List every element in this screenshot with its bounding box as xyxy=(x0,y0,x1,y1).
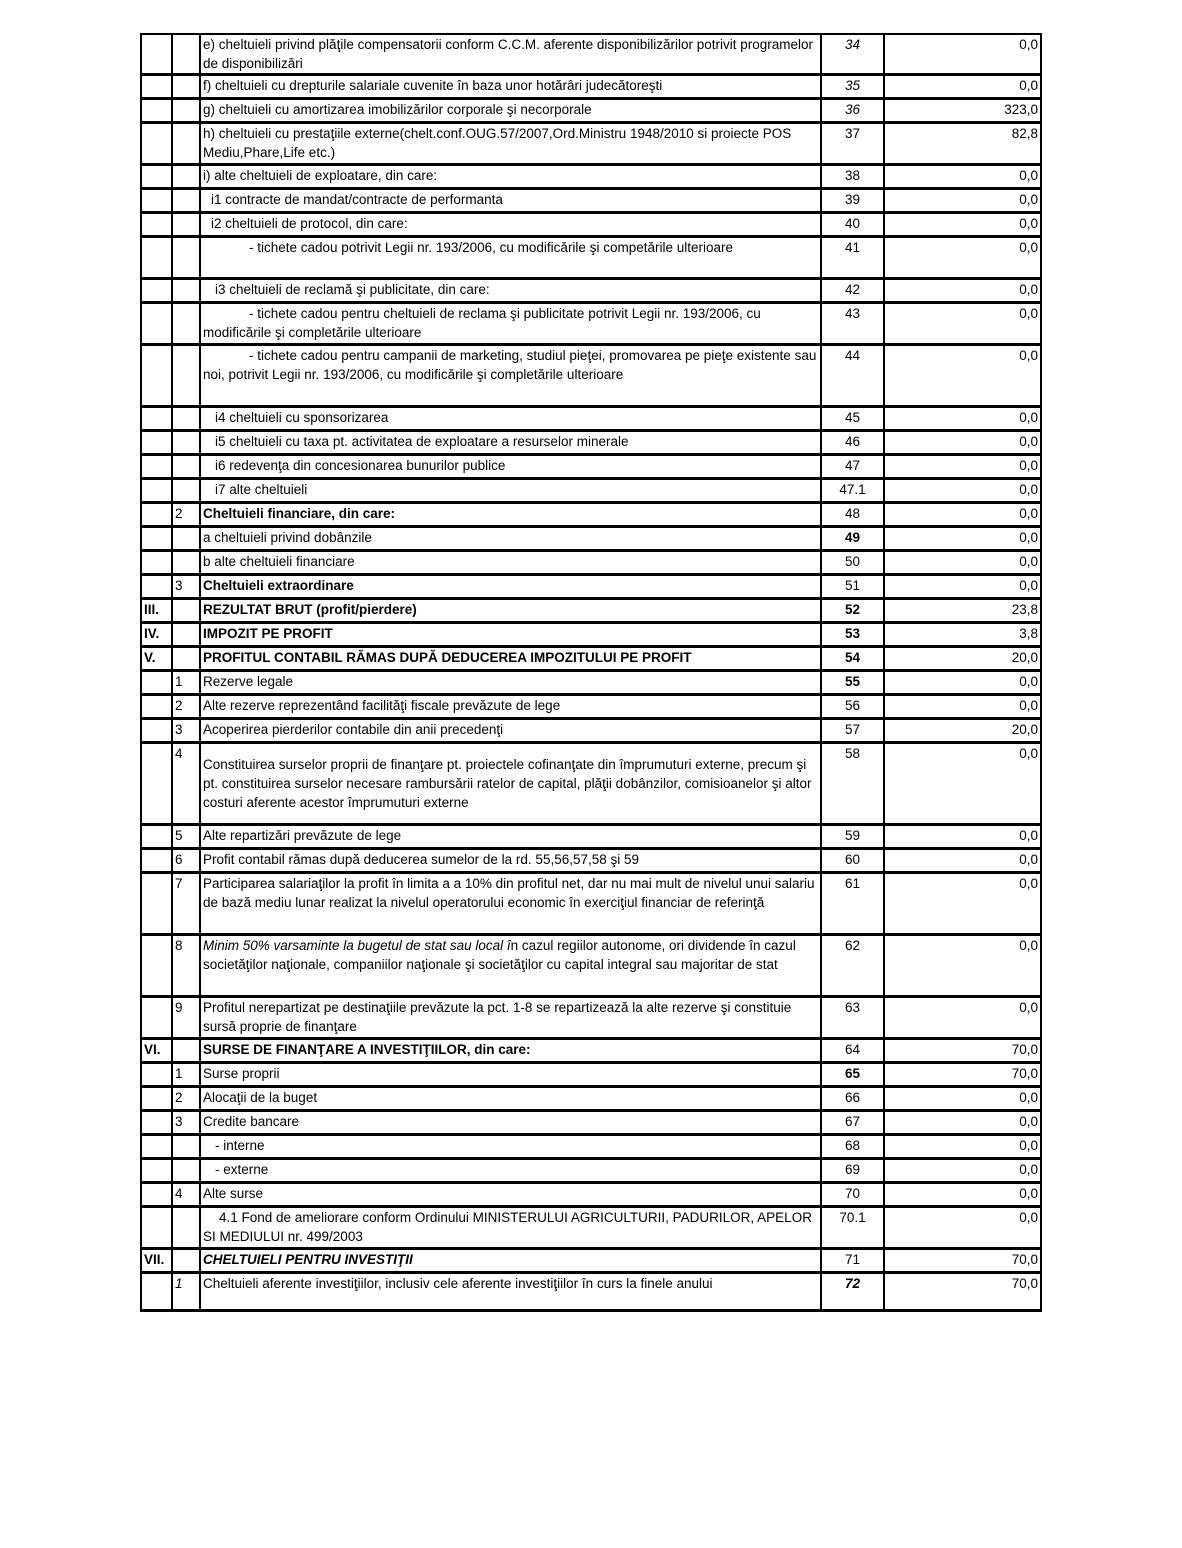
description-text: Cheltuieli extraordinare xyxy=(203,578,354,593)
section-number-cell: V. xyxy=(141,647,172,671)
section-number-cell xyxy=(141,873,172,935)
table-row xyxy=(141,1159,1041,1183)
table-row xyxy=(141,99,1041,123)
row-code-cell: 40 xyxy=(821,213,884,237)
value-cell: 0,0 xyxy=(884,165,1041,189)
section-number-cell xyxy=(141,431,172,455)
description-cell xyxy=(200,575,821,599)
table-row xyxy=(141,1135,1041,1159)
section-number-cell xyxy=(141,743,172,825)
row-code-cell: 35 xyxy=(821,75,884,99)
description-cell xyxy=(200,34,821,75)
table-row xyxy=(141,743,1041,825)
subsection-number-cell: 4 xyxy=(172,1183,200,1207)
section-number-cell xyxy=(141,213,172,237)
subsection-number-cell: 8 xyxy=(172,935,200,997)
table-row xyxy=(141,695,1041,719)
value-cell: 323,0 xyxy=(884,99,1041,123)
description-text: , din care: xyxy=(466,1042,531,1057)
value-cell: 0,0 xyxy=(884,1207,1041,1249)
description-cell xyxy=(200,1159,821,1183)
subsection-number-cell: 9 xyxy=(172,997,200,1039)
subsection-number-cell xyxy=(172,647,200,671)
row-code-cell: 38 xyxy=(821,165,884,189)
row-code-cell: 63 xyxy=(821,997,884,1039)
row-code-cell: 54 xyxy=(821,647,884,671)
description-cell xyxy=(200,551,821,575)
table-row xyxy=(141,279,1041,303)
description-text: Alte repartizări prevăzute de lege xyxy=(203,828,402,843)
row-code-cell: 43 xyxy=(821,303,884,345)
section-number-cell xyxy=(141,479,172,503)
row-code-cell: 55 xyxy=(821,671,884,695)
description-cell xyxy=(200,455,821,479)
description-text: Rezerve legale xyxy=(203,674,294,689)
description-text: - interne xyxy=(215,1138,265,1153)
subsection-number-cell xyxy=(172,1159,200,1183)
section-number-cell: VI. xyxy=(141,1039,172,1063)
description-bold-part: SURSE DE FINANŢARE A INVESTIŢIILOR xyxy=(203,1042,467,1057)
value-cell: 0,0 xyxy=(884,431,1041,455)
subsection-number-cell: 2 xyxy=(172,1087,200,1111)
section-number-cell xyxy=(141,34,172,75)
description-text: IMPOZIT PE PROFIT xyxy=(203,626,333,641)
table-row xyxy=(141,647,1041,671)
description-cell xyxy=(200,695,821,719)
subsection-number-cell xyxy=(172,599,200,623)
description-cell xyxy=(200,719,821,743)
subsection-number-cell xyxy=(172,123,200,165)
value-cell: 0,0 xyxy=(884,1135,1041,1159)
value-cell: 82,8 xyxy=(884,123,1041,165)
subsection-number-cell: 6 xyxy=(172,849,200,873)
description-cell xyxy=(200,1087,821,1111)
section-number-cell: III. xyxy=(141,599,172,623)
table-row xyxy=(141,1087,1041,1111)
row-code-cell: 51 xyxy=(821,575,884,599)
subsection-number-cell xyxy=(172,279,200,303)
table-row xyxy=(141,237,1041,279)
value-cell: 23,8 xyxy=(884,599,1041,623)
value-cell: 0,0 xyxy=(884,997,1041,1039)
table-row xyxy=(141,303,1041,345)
subsection-number-cell xyxy=(172,551,200,575)
section-number-cell xyxy=(141,1063,172,1087)
section-number-cell xyxy=(141,849,172,873)
subsection-number-cell: 3 xyxy=(172,1111,200,1135)
value-cell: 0,0 xyxy=(884,1159,1041,1183)
description-cell xyxy=(200,527,821,551)
description-cell xyxy=(200,479,821,503)
table-row xyxy=(141,503,1041,527)
description-cell xyxy=(200,303,821,345)
description-text: i) alte cheltuieli de exploatare, din care: xyxy=(203,168,438,183)
description-cell xyxy=(200,279,821,303)
table-row xyxy=(141,75,1041,99)
description-text: 4.1 Fond de ameliorare conform Ordinului MINISTERULUI AGRICULTURII, PADURILOR, APELOR SI MEDIULUI nr. 499/2003 xyxy=(203,1210,812,1244)
description-cell xyxy=(200,849,821,873)
row-code-cell: 56 xyxy=(821,695,884,719)
value-cell: 0,0 xyxy=(884,407,1041,431)
row-code-cell: 48 xyxy=(821,503,884,527)
description-cell xyxy=(200,997,821,1039)
subsection-number-cell: 3 xyxy=(172,719,200,743)
table-row xyxy=(141,575,1041,599)
table-row xyxy=(141,213,1041,237)
section-number-cell xyxy=(141,695,172,719)
description-text: - tichete cadou pentru campanii de marketing, studiul pieţei, promovarea pe pieţe existente sau noi, potrivit Legii nr. 193/2006, cu modificările şi completările ulterioare xyxy=(203,348,817,382)
subsection-number-cell xyxy=(172,1135,200,1159)
description-text: Constituirea surselor proprii de finanţare pt. proiectele cofinanţate din împrumuturi externe, precum şi pt. constituirea surselor necesare rambursării ratelor de capital, plăţii dobânzilor, comisioanelor şi altor costuri aferente acestor împrumuturi externe xyxy=(203,757,812,810)
description-text: i6 redevenţa din concesionarea bunurilor publice xyxy=(215,458,506,473)
value-cell: 0,0 xyxy=(884,873,1041,935)
row-code-cell: 68 xyxy=(821,1135,884,1159)
row-code-cell: 45 xyxy=(821,407,884,431)
row-code-cell: 34 xyxy=(821,34,884,75)
section-number-cell xyxy=(141,345,172,407)
row-code-cell: 58 xyxy=(821,743,884,825)
value-cell: 0,0 xyxy=(884,551,1041,575)
table-row xyxy=(141,719,1041,743)
section-number-cell xyxy=(141,825,172,849)
subsection-number-cell xyxy=(172,455,200,479)
value-cell: 0,0 xyxy=(884,671,1041,695)
description-cell xyxy=(200,1039,821,1063)
section-number-cell xyxy=(141,1111,172,1135)
section-number-cell xyxy=(141,1087,172,1111)
description-text: Alocaţii de la buget xyxy=(203,1090,318,1105)
description-text: Alte surse xyxy=(203,1186,264,1201)
description-cell xyxy=(200,99,821,123)
description-cell xyxy=(200,1111,821,1135)
row-code-cell: 44 xyxy=(821,345,884,407)
value-cell: 0,0 xyxy=(884,189,1041,213)
value-cell: 70,0 xyxy=(884,1039,1041,1063)
row-code-cell: 52 xyxy=(821,599,884,623)
value-cell: 0,0 xyxy=(884,1183,1041,1207)
description-cell xyxy=(200,935,821,997)
row-code-cell: 46 xyxy=(821,431,884,455)
table-row xyxy=(141,455,1041,479)
value-cell: 0,0 xyxy=(884,34,1041,75)
section-number-cell xyxy=(141,997,172,1039)
description-text: i4 cheltuieli cu sponsorizarea xyxy=(215,410,389,425)
row-code-cell: 72 xyxy=(821,1273,884,1311)
section-number-cell xyxy=(141,99,172,123)
table-row xyxy=(141,189,1041,213)
subsection-number-cell: 2 xyxy=(172,503,200,527)
section-number-cell xyxy=(141,165,172,189)
row-code-cell: 70.1 xyxy=(821,1207,884,1249)
description-cell xyxy=(200,1063,821,1087)
row-code-cell: 69 xyxy=(821,1159,884,1183)
table-row xyxy=(141,165,1041,189)
row-code-cell: 50 xyxy=(821,551,884,575)
description-cell xyxy=(200,1183,821,1207)
description-text: Cheltuieli financiare, din care: xyxy=(203,506,396,521)
subsection-number-cell xyxy=(172,623,200,647)
description-text: e) cheltuieli privind plăţile compensatorii conform C.C.M. aferente disponibilizărilor potrivit programelor de disponibilizări xyxy=(203,37,814,71)
description-text: a cheltuieli privind dobânzile xyxy=(203,530,372,545)
subsection-number-cell xyxy=(172,1207,200,1249)
value-cell: 20,0 xyxy=(884,647,1041,671)
subsection-number-cell xyxy=(172,99,200,123)
description-text: Profit contabil rămas după deducerea sumelor de la rd. 55,56,57,58 şi 59 xyxy=(203,852,640,867)
row-code-cell: 59 xyxy=(821,825,884,849)
description-cell xyxy=(200,1249,821,1273)
financial-table xyxy=(140,33,1042,1312)
section-number-cell xyxy=(141,935,172,997)
value-cell: 0,0 xyxy=(884,527,1041,551)
table-row xyxy=(141,997,1041,1039)
row-code-cell: 64 xyxy=(821,1039,884,1063)
section-number-cell xyxy=(141,1135,172,1159)
description-text: - tichete cadou pentru cheltuieli de reclama şi publicitate potrivit Legii nr. 193/2006, cu modificările şi completările ulterioare xyxy=(203,306,761,340)
description-cell xyxy=(200,213,821,237)
table-row xyxy=(141,1249,1041,1273)
section-number-cell: VII. xyxy=(141,1249,172,1273)
subsection-number-cell xyxy=(172,75,200,99)
row-code-cell: 70 xyxy=(821,1183,884,1207)
value-cell: 0,0 xyxy=(884,75,1041,99)
description-text: Profitul nerepartizat pe destinaţiile prevăzute la pct. 1-8 se repartizează la alte rezerve şi constituie sursă proprie de finanţare xyxy=(203,1000,792,1034)
section-number-cell xyxy=(141,1207,172,1249)
table-row xyxy=(141,825,1041,849)
table-row xyxy=(141,123,1041,165)
description-cell xyxy=(200,407,821,431)
subsection-number-cell xyxy=(172,34,200,75)
value-cell: 0,0 xyxy=(884,213,1041,237)
section-number-cell xyxy=(141,189,172,213)
table-row xyxy=(141,849,1041,873)
subsection-number-cell xyxy=(172,407,200,431)
row-code-cell: 61 xyxy=(821,873,884,935)
subsection-number-cell xyxy=(172,237,200,279)
value-cell: 0,0 xyxy=(884,1111,1041,1135)
description-text: n cazul regiilor autonome, ori dividende în cazul societăţilor naţionale, companiilor naţionale şi societăţilor cu capital integral sau majoritar de stat xyxy=(203,938,796,972)
row-code-cell: 37 xyxy=(821,123,884,165)
section-number-cell xyxy=(141,551,172,575)
subsection-number-cell: 4 xyxy=(172,743,200,825)
description-text: Acoperirea pierderilor contabile din anii precedenţi xyxy=(203,722,504,737)
value-cell: 3,8 xyxy=(884,623,1041,647)
description-cell xyxy=(200,123,821,165)
description-cell xyxy=(200,1273,821,1311)
table-row xyxy=(141,34,1041,75)
section-number-cell xyxy=(141,719,172,743)
value-cell: 0,0 xyxy=(884,279,1041,303)
subsection-number-cell xyxy=(172,479,200,503)
description-text: - tichete cadou potrivit Legii nr. 193/2006, cu modificările şi competările ulterioare xyxy=(249,240,734,255)
subsection-number-cell xyxy=(172,213,200,237)
description-cell xyxy=(200,873,821,935)
subsection-number-cell xyxy=(172,527,200,551)
table-row xyxy=(141,599,1041,623)
value-cell: 0,0 xyxy=(884,479,1041,503)
subsection-number-cell xyxy=(172,189,200,213)
row-code-cell: 66 xyxy=(821,1087,884,1111)
description-cell xyxy=(200,623,821,647)
description-cell xyxy=(200,503,821,527)
description-cell xyxy=(200,599,821,623)
section-number-cell xyxy=(141,1159,172,1183)
section-number-cell xyxy=(141,407,172,431)
row-code-cell: 47 xyxy=(821,455,884,479)
table-row xyxy=(141,551,1041,575)
table-row xyxy=(141,407,1041,431)
row-code-cell: 42 xyxy=(821,279,884,303)
description-text: CHELTUIELI PENTRU INVESTIŢII xyxy=(203,1252,413,1267)
description-text: REZULTAT BRUT (profit/pierdere) xyxy=(203,602,417,617)
description-cell xyxy=(200,189,821,213)
subsection-number-cell xyxy=(172,1249,200,1273)
subsection-number-cell: 7 xyxy=(172,873,200,935)
value-cell: 70,0 xyxy=(884,1063,1041,1087)
description-text: i7 alte cheltuieli xyxy=(215,482,308,497)
section-number-cell xyxy=(141,1273,172,1311)
row-code-cell: 67 xyxy=(821,1111,884,1135)
table-row xyxy=(141,1207,1041,1249)
description-cell xyxy=(200,1135,821,1159)
description-text: b alte cheltuieli financiare xyxy=(203,554,355,569)
section-number-cell xyxy=(141,75,172,99)
row-code-cell: 36 xyxy=(821,99,884,123)
section-number-cell xyxy=(141,123,172,165)
table-row xyxy=(141,623,1041,647)
row-code-cell: 47.1 xyxy=(821,479,884,503)
table-row xyxy=(141,671,1041,695)
row-code-cell: 39 xyxy=(821,189,884,213)
value-cell: 0,0 xyxy=(884,575,1041,599)
value-cell: 70,0 xyxy=(884,1273,1041,1311)
subsection-number-cell xyxy=(172,165,200,189)
subsection-number-cell: 3 xyxy=(172,575,200,599)
description-cell xyxy=(200,825,821,849)
table-row xyxy=(141,935,1041,997)
value-cell: 0,0 xyxy=(884,345,1041,407)
row-code-cell: 49 xyxy=(821,527,884,551)
subsection-number-cell xyxy=(172,303,200,345)
section-number-cell xyxy=(141,1183,172,1207)
table-row xyxy=(141,873,1041,935)
row-code-cell: 65 xyxy=(821,1063,884,1087)
table-row xyxy=(141,1039,1041,1063)
row-code-cell: 57 xyxy=(821,719,884,743)
section-number-cell xyxy=(141,279,172,303)
description-text: Cheltuieli aferente investiţiilor, inclusiv cele aferente investiţiilor în curs la finele anului xyxy=(203,1276,713,1291)
description-text: i1 contracte de mandat/contracte de performanta xyxy=(211,192,503,207)
value-cell: 0,0 xyxy=(884,849,1041,873)
description-cell xyxy=(200,647,821,671)
description-text: i2 cheltuieli de protocol, din care: xyxy=(211,216,408,231)
description-text: Credite bancare xyxy=(203,1114,300,1129)
value-cell: 0,0 xyxy=(884,825,1041,849)
value-cell: 0,0 xyxy=(884,455,1041,479)
description-cell xyxy=(200,75,821,99)
value-cell: 0,0 xyxy=(884,935,1041,997)
table-row xyxy=(141,527,1041,551)
table-row xyxy=(141,479,1041,503)
subsection-number-cell: 1 xyxy=(172,671,200,695)
section-number-cell xyxy=(141,455,172,479)
row-code-cell: 62 xyxy=(821,935,884,997)
row-code-cell: 53 xyxy=(821,623,884,647)
description-cell xyxy=(200,671,821,695)
value-cell: 20,0 xyxy=(884,719,1041,743)
subsection-number-cell xyxy=(172,345,200,407)
description-italic-part: Minim 50% varsaminte la bugetul de stat sau local î xyxy=(203,938,511,953)
description-text: Surse proprii xyxy=(203,1066,280,1081)
table-row xyxy=(141,1063,1041,1087)
value-cell: 70,0 xyxy=(884,1249,1041,1273)
subsection-number-cell: 1 xyxy=(172,1063,200,1087)
value-cell: 0,0 xyxy=(884,237,1041,279)
description-cell xyxy=(200,431,821,455)
row-code-cell: 60 xyxy=(821,849,884,873)
subsection-number-cell xyxy=(172,431,200,455)
section-number-cell xyxy=(141,671,172,695)
description-text: i3 cheltuieli de reclamă şi publicitate, din care: xyxy=(215,282,490,297)
description-text: PROFITUL CONTABIL RĂMAS DUPĂ DEDUCEREA IMPOZITULUI PE PROFIT xyxy=(203,650,692,665)
value-cell: 0,0 xyxy=(884,503,1041,527)
table-row xyxy=(141,1183,1041,1207)
value-cell: 0,0 xyxy=(884,1087,1041,1111)
section-number-cell: IV. xyxy=(141,623,172,647)
description-cell xyxy=(200,1207,821,1249)
subsection-number-cell xyxy=(172,1039,200,1063)
subsection-number-cell: 1 xyxy=(172,1273,200,1311)
section-number-cell xyxy=(141,503,172,527)
row-code-cell: 71 xyxy=(821,1249,884,1273)
section-number-cell xyxy=(141,575,172,599)
subsection-number-cell: 2 xyxy=(172,695,200,719)
description-cell xyxy=(200,165,821,189)
value-cell: 0,0 xyxy=(884,303,1041,345)
description-text: h) cheltuieli cu prestaţiile externe(chelt.conf.OUG.57/2007,Ord.Ministru 1948/2010 si proiecte POS Mediu,Phare,Life etc.) xyxy=(203,126,792,160)
description-text: g) cheltuieli cu amortizarea imobilizărilor corporale şi necorporale xyxy=(203,102,592,117)
subsection-number-cell: 5 xyxy=(172,825,200,849)
description-text: Participarea salariaţilor la profit în limita a a 10% din profitul net, dar nu mai mult de nivelul unui salariu de bază mediu lunar realizat la nivelul operatorului economic în exerciţiul financiar de referinţă xyxy=(203,876,815,910)
description-text: Alte rezerve reprezentând facilităţi fiscale prevăzute de lege xyxy=(203,698,561,713)
description-cell xyxy=(200,345,821,407)
table-row xyxy=(141,1111,1041,1135)
row-code-cell: 41 xyxy=(821,237,884,279)
description-text: i5 cheltuieli cu taxa pt. activitatea de exploatare a resurselor minerale xyxy=(215,434,629,449)
description-cell xyxy=(200,237,821,279)
table-row xyxy=(141,345,1041,407)
section-number-cell xyxy=(141,527,172,551)
description-text: f) cheltuieli cu drepturile salariale cuvenite în baza unor hotărâri judecătoreşti xyxy=(203,78,663,93)
table-row xyxy=(141,1273,1041,1311)
value-cell: 0,0 xyxy=(884,695,1041,719)
table-row xyxy=(141,431,1041,455)
section-number-cell xyxy=(141,303,172,345)
value-cell: 0,0 xyxy=(884,743,1041,825)
description-text: - externe xyxy=(215,1162,269,1177)
description-cell xyxy=(200,743,821,825)
section-number-cell xyxy=(141,237,172,279)
